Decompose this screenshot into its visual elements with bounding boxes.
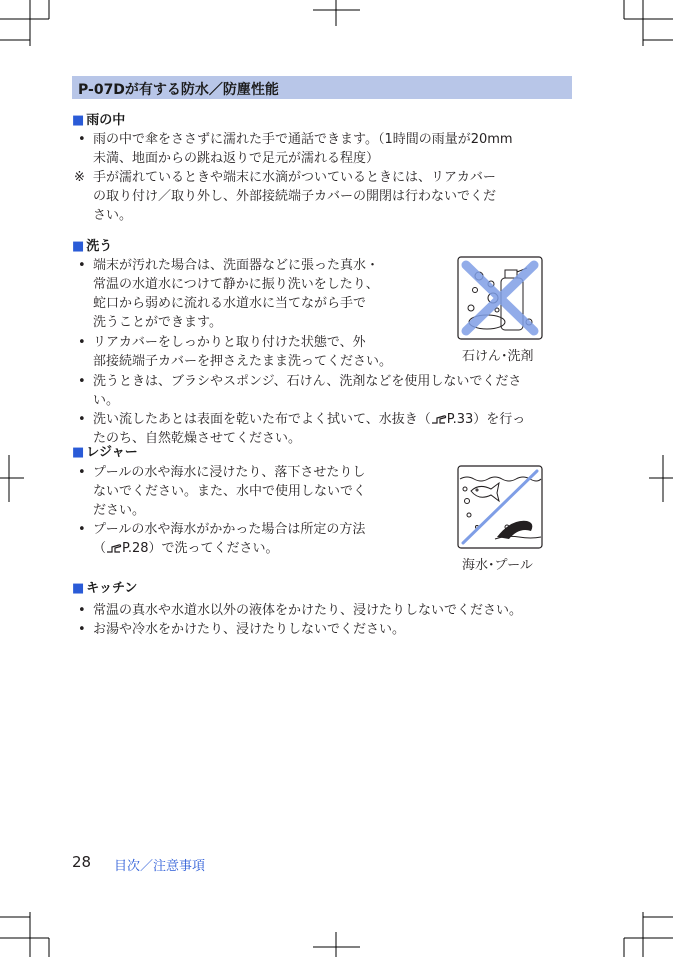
heading-kitchen: ■ キッチン — [72, 581, 138, 596]
page-title: P-07Dが有する防水／防塵性能 — [78, 82, 279, 98]
page-reference-link[interactable]: P.28 — [122, 541, 149, 556]
section-title-bar — [72, 76, 572, 99]
heading-leisure: ■ レジャー — [72, 445, 138, 460]
sea-pool-illustration — [457, 465, 543, 549]
illustration-caption: 石けん･洗剤 — [462, 349, 534, 364]
toc-link[interactable]: 目次／注意事項 — [114, 859, 206, 874]
soap-detergent-illustration — [457, 256, 543, 340]
heading-wash: ■ 洗う — [72, 239, 113, 254]
page-reference-link[interactable]: P.33 — [446, 412, 474, 427]
illustration-caption: 海水･プール — [462, 558, 533, 573]
heading-rain: ■ 雨の中 — [72, 113, 126, 128]
hand-pointer-icon — [106, 541, 122, 554]
square-marker: ■ — [72, 113, 85, 128]
hand-pointer-icon — [431, 412, 447, 425]
page-number: 28 — [72, 853, 92, 871]
